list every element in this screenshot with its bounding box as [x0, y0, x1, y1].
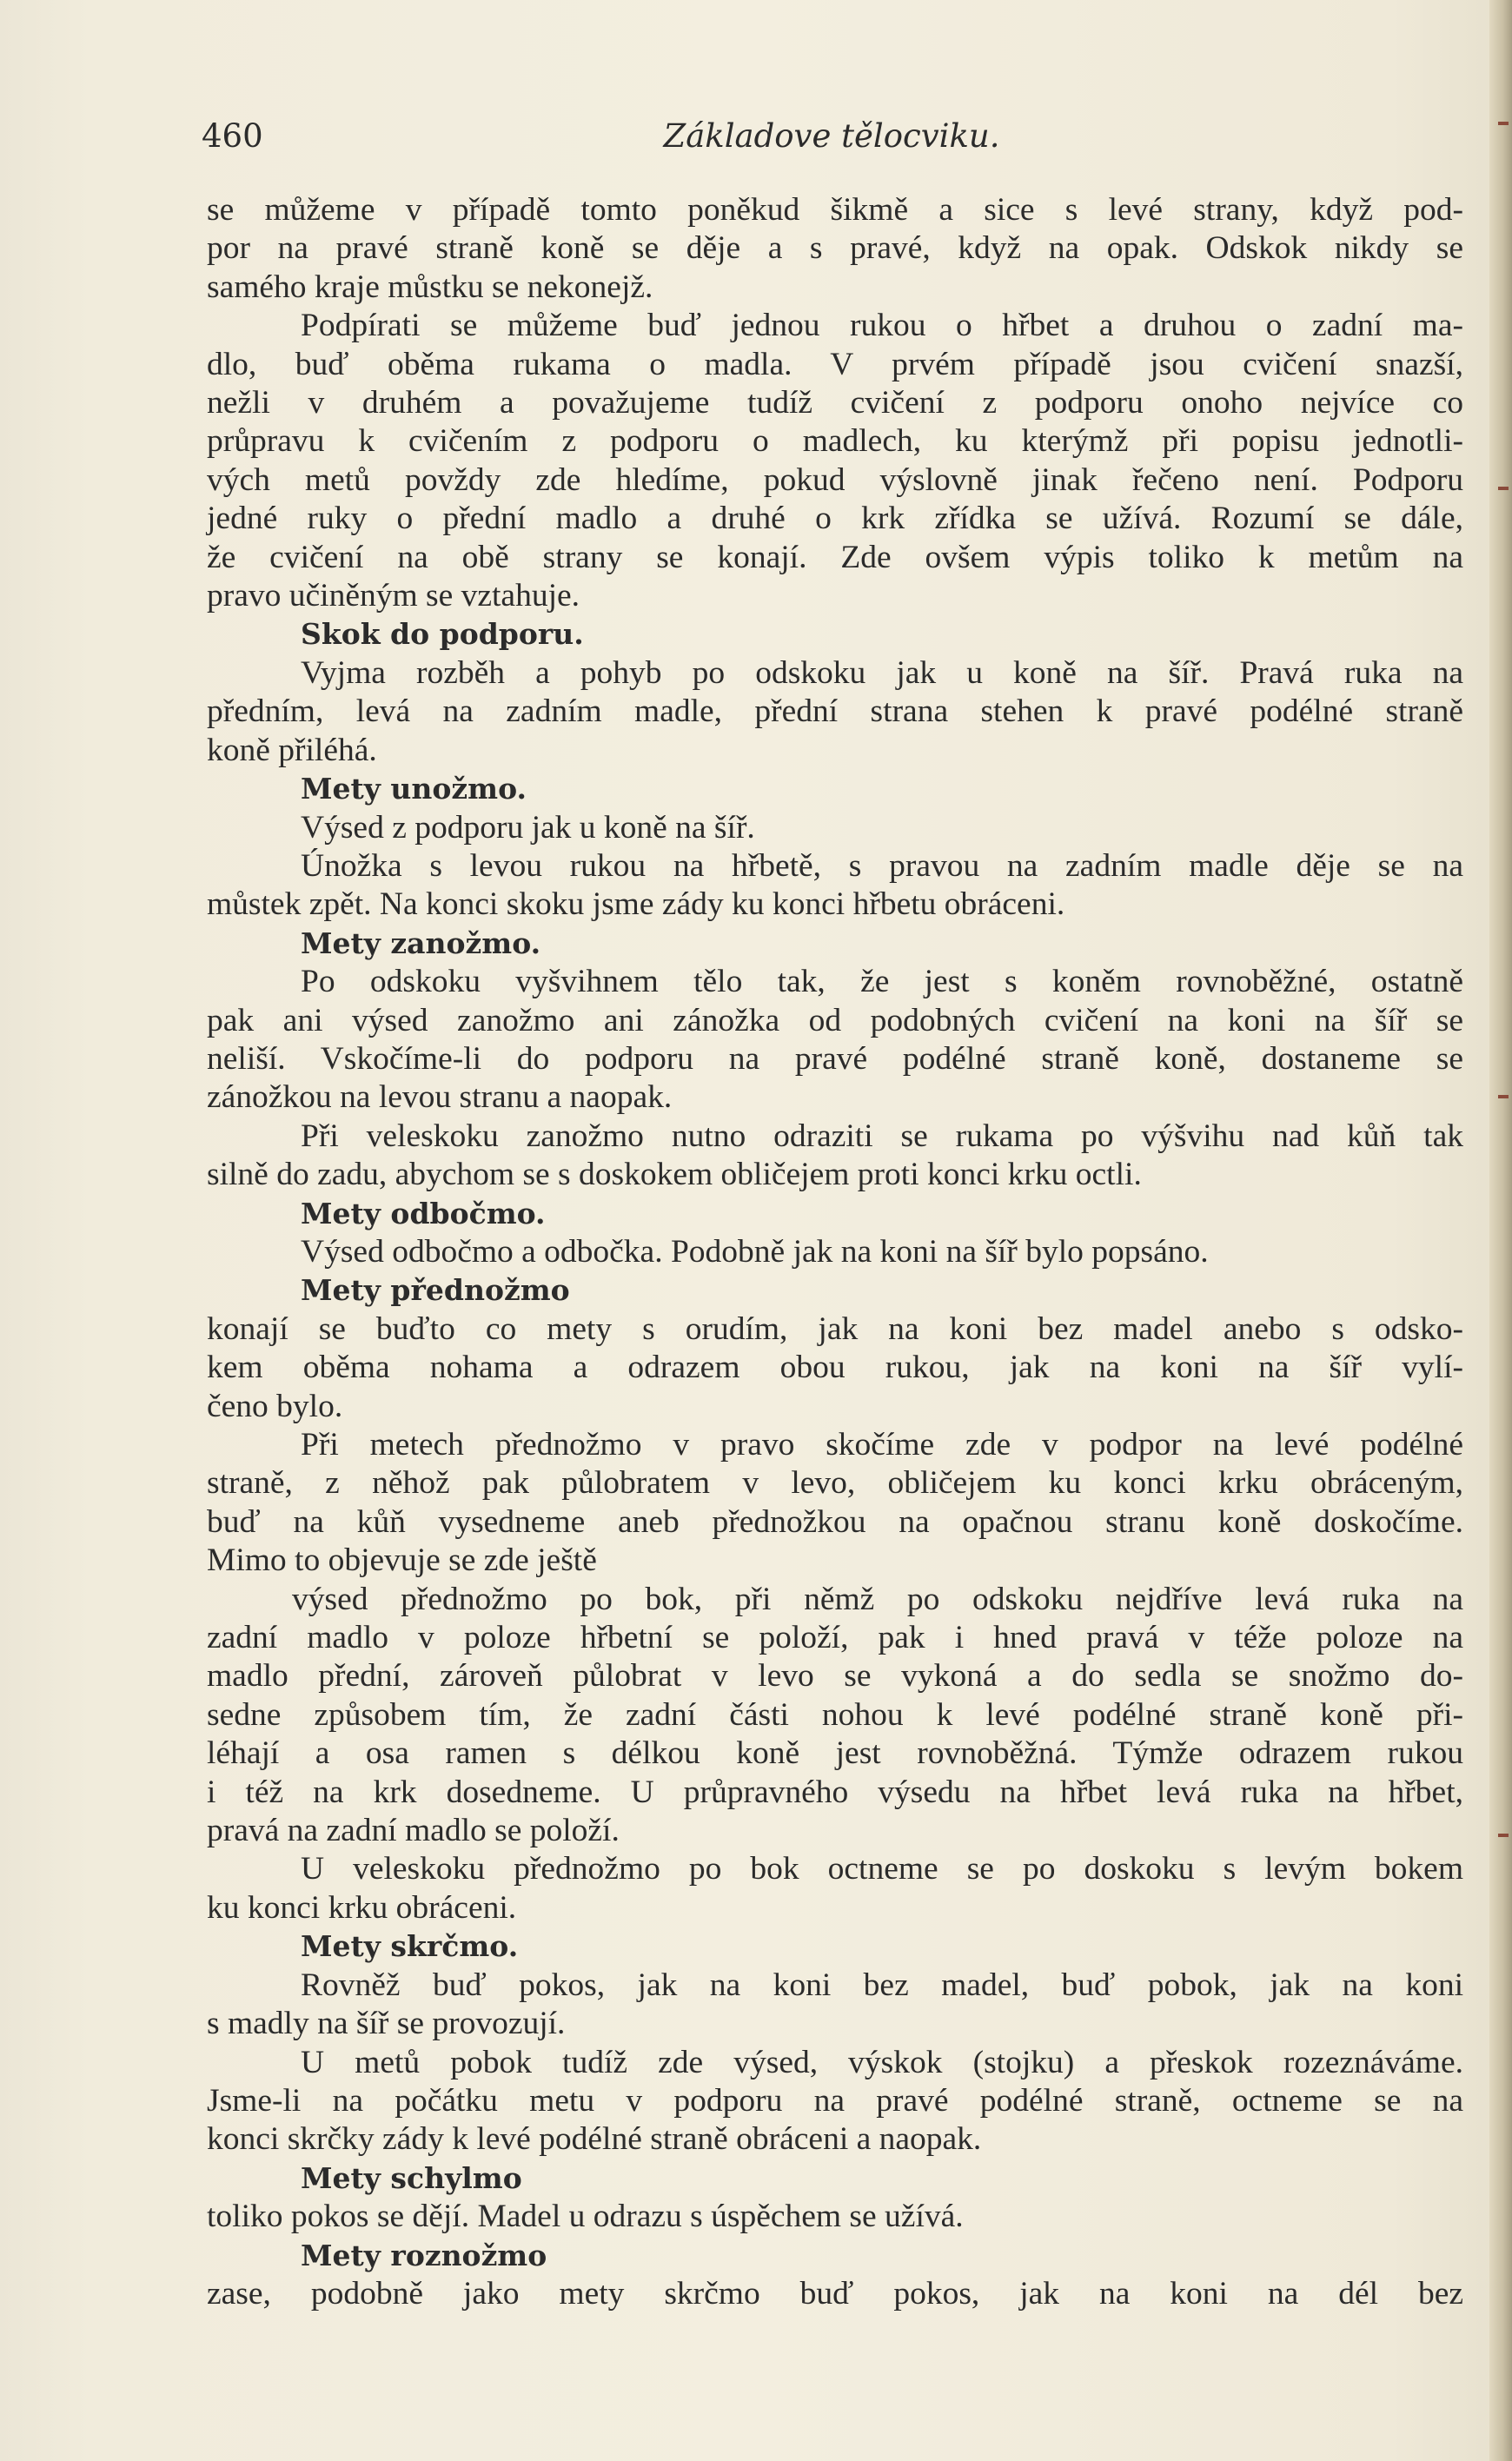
text-line: se můžeme v případě tomto poněkud šikmě a sice s levé strany, když pod-	[207, 192, 1463, 228]
text-line: nežli v druhém a považujeme tudíž cvičení z podporu onoho nejvíce co	[207, 385, 1463, 421]
text-line: Jsme-li na počátku metu v podporu na pravé podélné straně, octneme se na	[207, 2082, 1463, 2119]
text-line: léhají a osa ramen s délkou koně jest rovnoběžná. Týmže odrazem rukou	[207, 1735, 1463, 1772]
text-line: pravo učiněným se vztahuje.	[207, 578, 580, 614]
text-line: U metů pobok tudíž zde výsed, výskok (stojku) a přeskok rozeznáváme.	[301, 2044, 1463, 2080]
section-heading: Mety zanožmo.	[301, 925, 541, 960]
text-line: ku konci krku obráceni.	[207, 1889, 517, 1926]
text-line: zánožkou na levou stranu a naopak.	[207, 1079, 673, 1116]
running-title: Základove tělocviku.	[663, 117, 1000, 155]
text-line: výsed přednožmo po bok, při němž po odskoku nejdříve levá ruka na	[292, 1581, 1463, 1617]
text-line: Vyjma rozběh a pohyb po odskoku jak u koně na šíř. Pravá ruka na	[301, 654, 1463, 691]
text-line: silně do zadu, abychom se s doskokem obličejem proti konci krku octli.	[207, 1157, 1142, 1193]
text-line: že cvičení na obě strany se konají. Zde ovšem výpis toliko k metům na	[207, 539, 1463, 575]
text-line: jedné ruky o přední madlo a druhé o krk zřídka se užívá. Rozumí se dále,	[207, 501, 1463, 537]
text-line: Výsed odbočmo a odbočka. Podobně jak na koni na šíř bylo popsáno.	[301, 1233, 1209, 1270]
text-line: konají se buďto co mety s orudím, jak na koni bez madel anebo s odsko-	[207, 1310, 1463, 1347]
text-line: buď na kůň vysedneme aneb přednožkou na opačnou stranu koně doskočíme.	[207, 1503, 1463, 1540]
text-line: s madly na šíř se provozují.	[207, 2006, 566, 2042]
text-line: straně, z něhož pak půlobratem v levo, obličejem ku konci krku obráceným,	[207, 1465, 1463, 1502]
text-line: U veleskoku přednožmo po bok octneme se po doskoku s levým bokem	[301, 1851, 1463, 1887]
text-line: průpravu k cvičením z podporu o madlech, ku kterýmž při popisu jednotli-	[207, 423, 1463, 460]
text-line: Při veleskoku zanožmo nutno odraziti se rukama po výšvihu nad kůň tak	[301, 1118, 1463, 1154]
text-line: Výsed z podporu jak u koně na šíř.	[301, 809, 755, 846]
page-number: 460	[202, 117, 263, 155]
section-heading: Mety roznožmo	[301, 2238, 547, 2272]
section-heading: Mety skrčmo.	[301, 1929, 519, 1964]
section-heading: Skok do podporu.	[301, 617, 584, 652]
text-line: i též na krk dosedneme. U průpravného výsedu na hřbet levá ruka na hřbet,	[207, 1774, 1463, 1810]
text-line: můstek zpět. Na konci skoku jsme zády ku konci hřbetu obráceni.	[207, 886, 1065, 923]
text-line: zase, podobně jako mety skrčmo buď pokos, jak na koni na dél bez	[207, 2275, 1463, 2312]
text-line: zadní madlo v poloze hřbetní se položí, pak i hned pravá v téže poloze na	[207, 1620, 1463, 1656]
text-line: konci skrčky zády k levé podélné straně obráceni a naopak.	[207, 2121, 982, 2158]
section-heading: Mety schylmo	[301, 2160, 522, 2195]
text-line: neliší. Vskočíme-li do podporu na pravé podélné straně koně, dostaneme se	[207, 1040, 1463, 1077]
text-line: čeno bylo.	[207, 1388, 343, 1424]
page-header	[202, 115, 1462, 158]
page-edge	[1489, 0, 1512, 2461]
text-line: dlo, buď oběma rukama o madla. V prvém případě jsou cvičení snazší,	[207, 346, 1463, 382]
text-line: koně přiléhá.	[207, 732, 377, 768]
text-line: por na pravé straně koně se děje a s pravé, když na opak. Odskok nikdy se	[207, 230, 1463, 267]
text-line: Při metech přednožmo v pravo skočíme zde v podpor na levé podélné	[301, 1427, 1463, 1463]
text-line: vých metů povždy zde hledíme, pokud výslovně jinak řečeno není. Podporu	[207, 461, 1463, 498]
text-line: toliko pokos se dějí. Madel u odrazu s úspěchem se užívá.	[207, 2199, 964, 2235]
text-line: předním, levá na zadním madle, přední strana stehen k pravé podélné straně	[207, 693, 1463, 730]
body-text	[207, 191, 1463, 2313]
text-line: madlo přední, zároveň půlobrat v levo se vykoná a do sedla se snožmo do-	[207, 1658, 1463, 1695]
text-line: pak ani výsed zanožmo ani zánožka od podobných cvičení na koni na šíř se	[207, 1002, 1463, 1038]
text-line: pravá na zadní madlo se položí.	[207, 1813, 620, 1849]
text-line: Mimo to objevuje se zde ještě	[207, 1542, 597, 1579]
text-line: Únožka s levou rukou na hřbetě, s pravou na zadním madle děje se na	[301, 847, 1463, 884]
text-line: Po odskoku vyšvihnem tělo tak, že jest s koněm rovnoběžné, ostatně	[301, 964, 1463, 1000]
section-heading: Mety přednožmo	[301, 1273, 570, 1308]
text-line: Podpírati se můžeme buď jednou rukou o hřbet a druhou o zadní ma-	[301, 308, 1463, 344]
text-line: Rovněž buď pokos, jak na koni bez madel, buď pobok, jak na koni	[301, 1967, 1463, 2003]
text-line: samého kraje můstku se nekonejž.	[207, 269, 653, 305]
text-line: kem oběma nohama a odrazem obou rukou, jak na koni na šíř vylí-	[207, 1350, 1463, 1386]
section-heading: Mety odbočmo.	[301, 1196, 546, 1230]
text-line: sedne způsobem tím, že zadní části nohou k levé podélné straně koně při-	[207, 1696, 1463, 1733]
section-heading: Mety unožmo.	[301, 772, 527, 806]
